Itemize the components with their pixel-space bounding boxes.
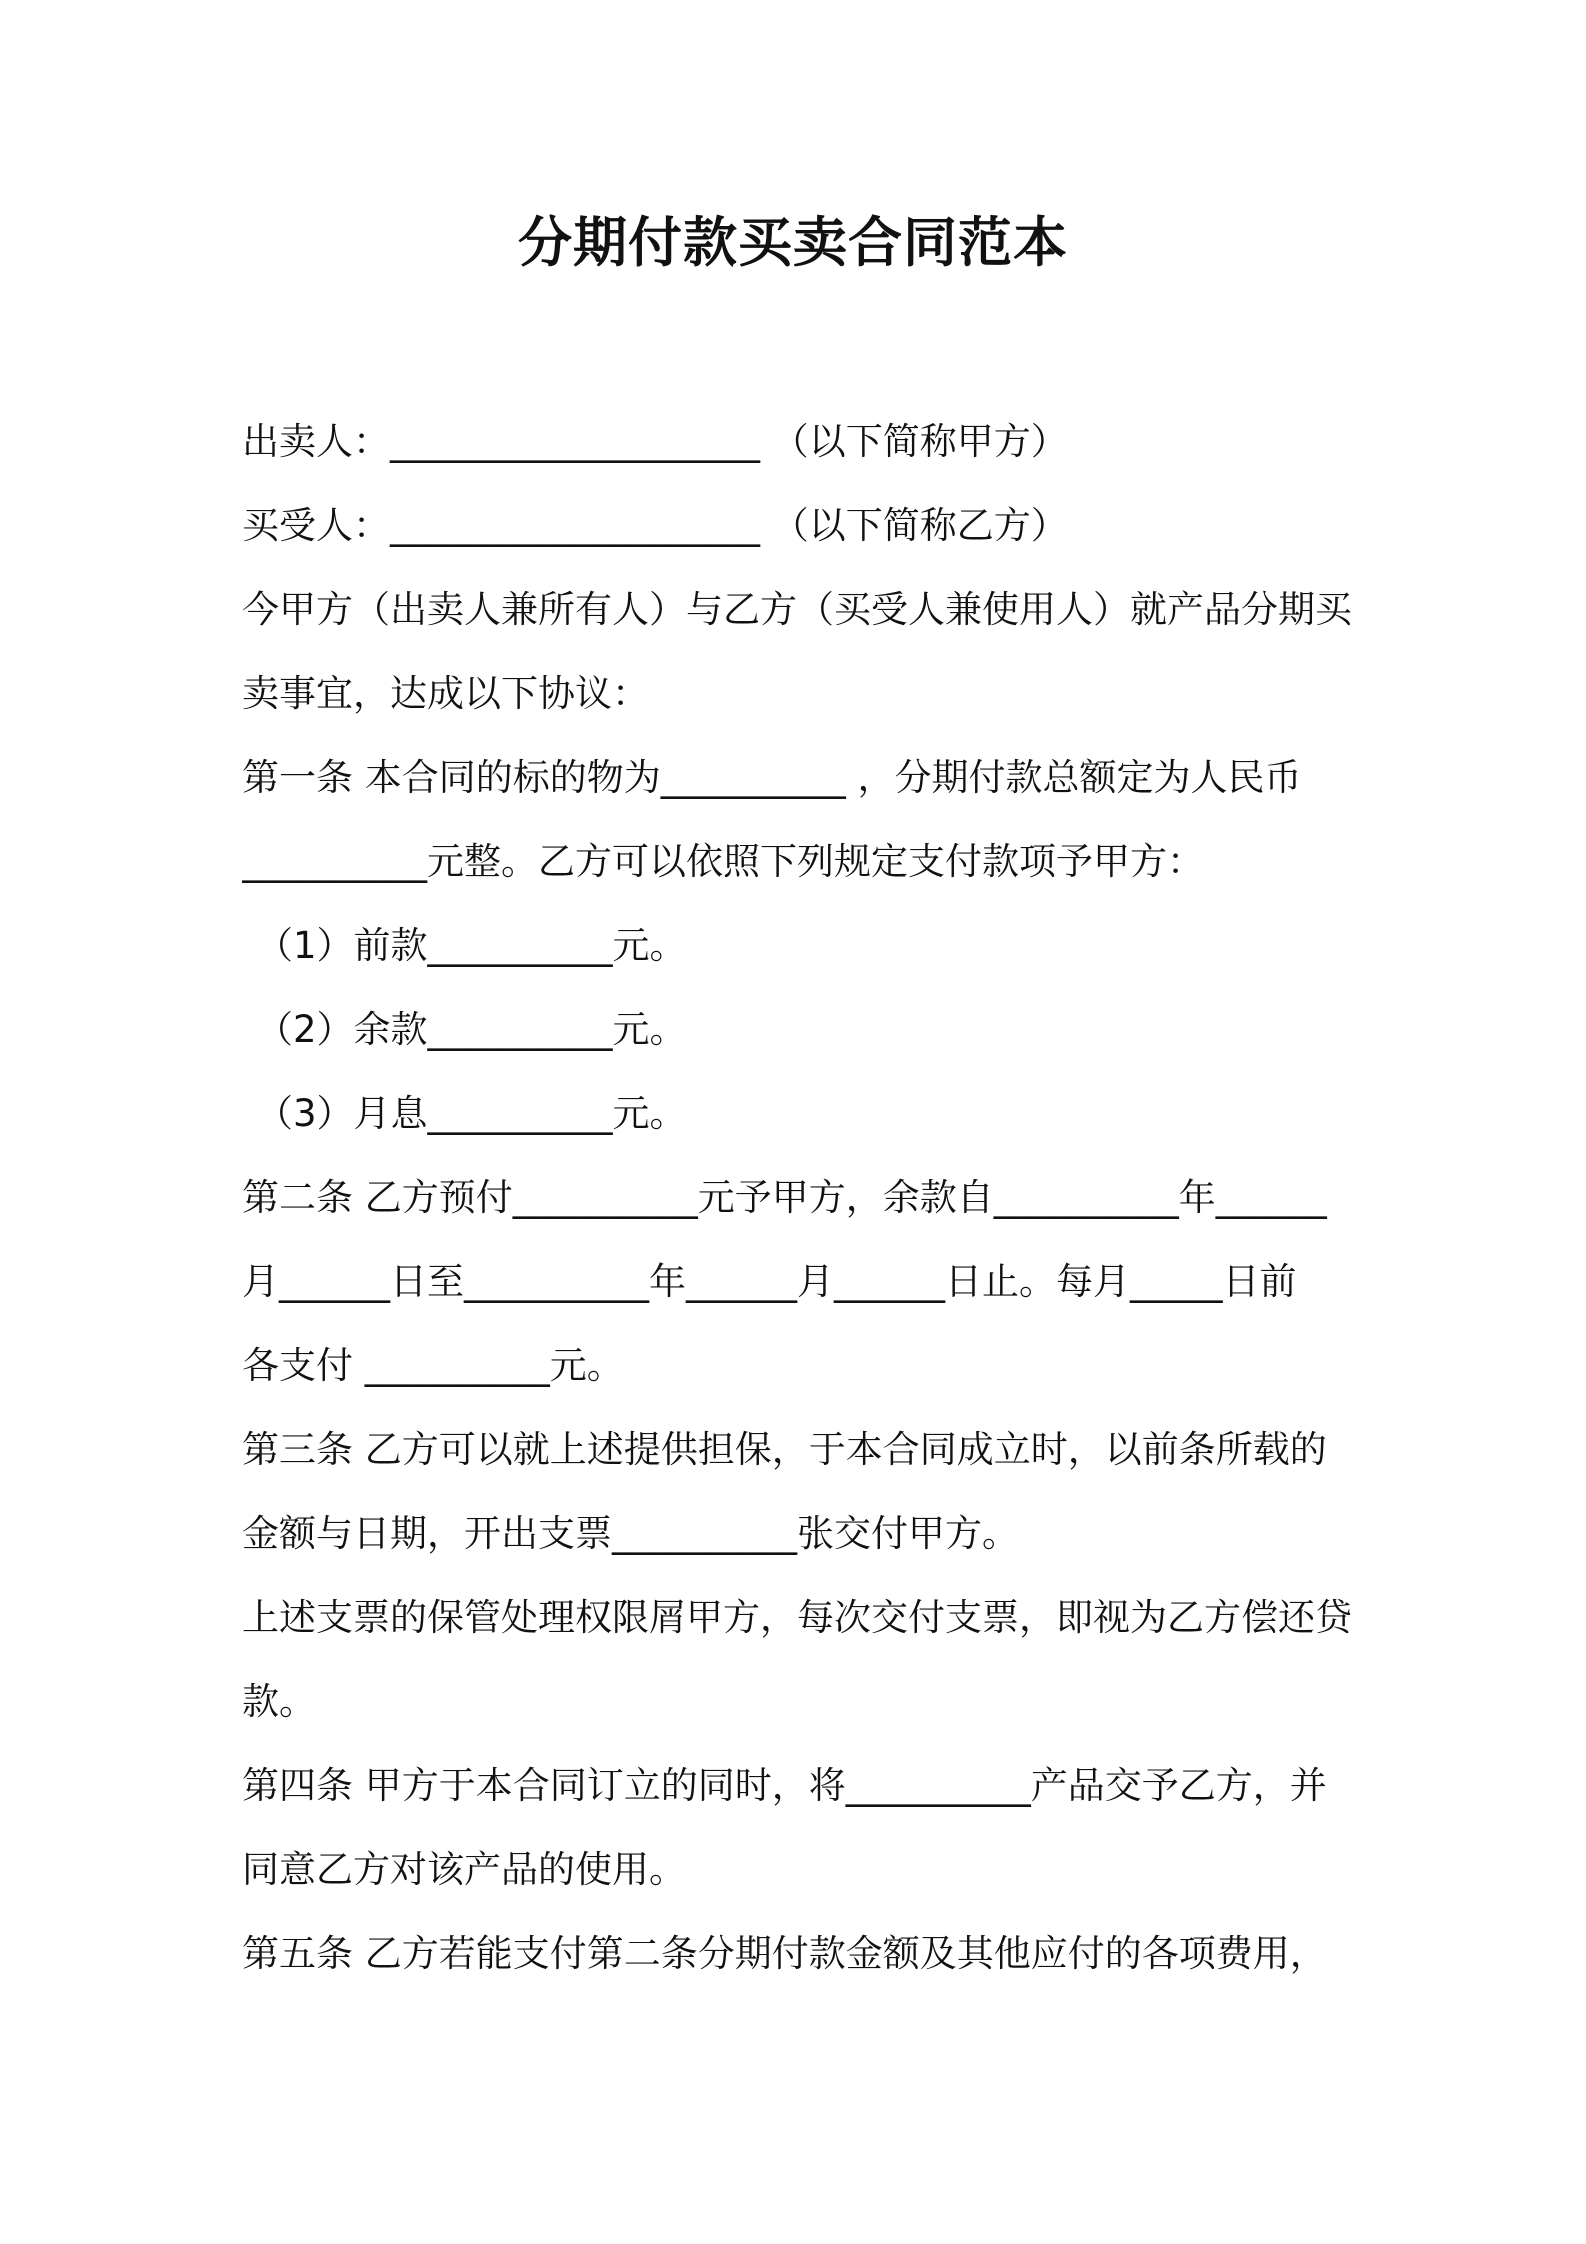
preamble-line-2: 卖事宜，达成以下协议： [242, 672, 649, 715]
article-1-line-2: __________元整。乙方可以依照下列规定支付款项予甲方： [242, 840, 1204, 883]
document-title: 分期付款买卖合同范本 [518, 211, 1068, 274]
preamble-line-1: 今甲方（出卖人兼所有人）与乙方（买受人兼使用人）就产品分期买 [242, 588, 1352, 631]
payment-item-2: （2）余款__________元。 [256, 1008, 687, 1051]
article-2-line-2: 月______日至__________年______月______日止。每月_____日前 [242, 1260, 1297, 1303]
article-2-line-1: 第二条 乙方预付__________元予甲方，余款自__________年______ [242, 1176, 1327, 1219]
article-3-line-1: 第三条 乙方可以就上述提供担保，于本合同成立时，以前条所载的 [242, 1428, 1327, 1471]
article-3-line-2: 金额与日期，开出支票__________张交付甲方。 [242, 1512, 1019, 1555]
payment-item-3: （3）月息__________元。 [256, 1092, 687, 1135]
article-1-line-1: 第一条 本合同的标的物为__________ ，分期付款总额定为人民币 [242, 756, 1302, 799]
article-5-line-1: 第五条 乙方若能支付第二条分期付款金额及其他应付的各项费用， [242, 1932, 1327, 1975]
article-4-line-1: 第四条 甲方于本合同订立的同时，将__________产品交予乙方，并 [242, 1764, 1327, 1807]
document-body [242, 400, 1362, 1996]
article-3-note-line-2: 款。 [242, 1680, 316, 1723]
article-2-line-3: 各支付 __________元。 [242, 1344, 624, 1387]
article-4-line-2: 同意乙方对该产品的使用。 [242, 1848, 686, 1891]
buyer-line: 买受人：____________________ （以下简称乙方） [242, 504, 1068, 547]
article-3-note-line-1: 上述支票的保管处理权限屑甲方，每次交付支票，即视为乙方偿还贷 [242, 1596, 1352, 1639]
payment-item-1: （1）前款__________元。 [256, 924, 687, 967]
seller-line: 出卖人：____________________ （以下简称甲方） [242, 420, 1068, 463]
